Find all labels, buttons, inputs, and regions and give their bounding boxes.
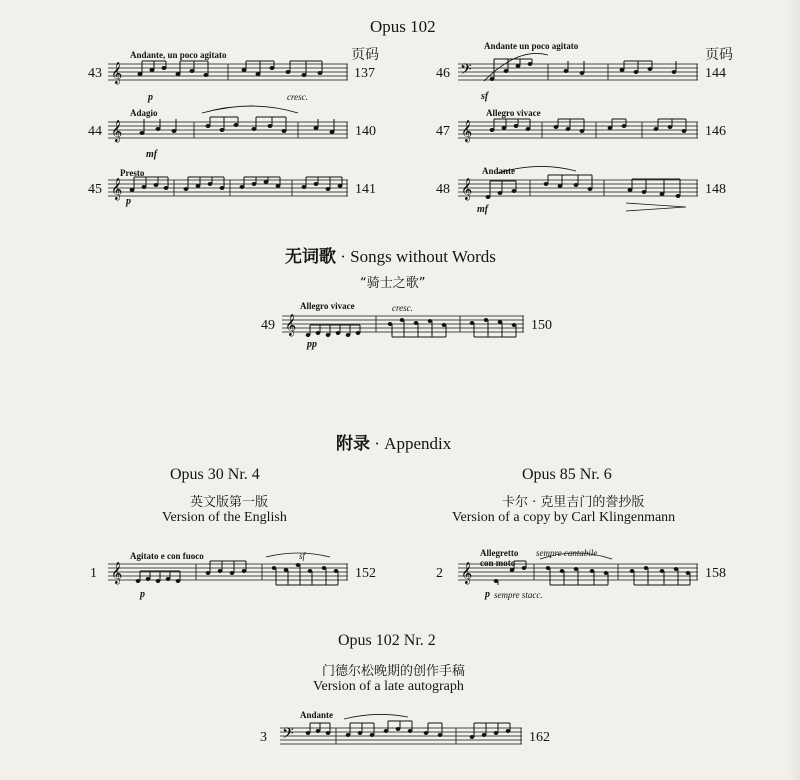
music-incipit <box>108 120 348 142</box>
expression-top: sempre cantabile <box>536 548 598 558</box>
entry-number: 2 <box>436 566 443 581</box>
version-title-en: Version of the English <box>162 510 287 525</box>
page-number: 146 <box>705 124 726 139</box>
music-incipit <box>280 727 522 745</box>
dynamic-marking: mf <box>477 204 489 215</box>
opus-heading: Opus 85 Nr. 6 <box>522 466 612 483</box>
dynamic-marking: p <box>148 92 153 103</box>
staff-svg <box>108 562 348 584</box>
appendix-title-en: Appendix <box>384 434 452 453</box>
opus-102-heading: Opus 102 <box>370 17 436 36</box>
staff-svg <box>108 120 348 142</box>
entry-number: 45 <box>88 182 102 197</box>
opus-heading: Opus 102 Nr. 2 <box>338 632 436 649</box>
page-number: 162 <box>529 730 550 745</box>
entry-number: 49 <box>261 318 275 333</box>
music-incipit <box>108 62 348 84</box>
svg-text:𝄞: 𝄞 <box>285 314 297 336</box>
tempo-marking-secondary: con moto <box>480 558 516 568</box>
dynamic-marking: p <box>126 196 131 207</box>
riders-song-subtitle: “骑士之歌” <box>360 276 426 291</box>
expression-marking: sf <box>299 551 306 561</box>
dynamic-marking: pp <box>307 339 317 350</box>
svg-text:𝄞: 𝄞 <box>111 178 123 200</box>
tempo-marking: Adagio <box>130 108 158 118</box>
page-number: 148 <box>705 182 726 197</box>
page-number: 152 <box>355 566 376 581</box>
entry-number: 46 <box>436 66 450 81</box>
music-incipit <box>458 178 698 200</box>
tempo-marking: Andante, un poco agitato <box>130 50 227 60</box>
entry-number: 1 <box>90 566 97 581</box>
appendix-title <box>336 429 451 454</box>
appendix-title-zh: 附录 <box>336 434 370 454</box>
appendix-separator: · <box>374 434 380 453</box>
section-separator: · <box>340 247 346 266</box>
paper-edge-shadow <box>788 0 800 780</box>
music-incipit <box>458 63 698 81</box>
version-title-zh: 门德尔松晚期的创作手稿 <box>322 664 466 679</box>
staff-svg <box>458 562 698 584</box>
staff-svg <box>280 727 522 745</box>
page-number: 158 <box>705 566 726 581</box>
expression-marking: cresc. <box>287 92 308 102</box>
version-title-en: Version of a copy by Carl Klingenmann <box>452 510 676 525</box>
dynamic-marking: mf <box>146 149 158 160</box>
music-incipit <box>108 562 348 584</box>
expression-marking: cresc. <box>392 303 413 313</box>
music-incipit <box>458 120 698 142</box>
dynamic-marking: p <box>485 589 490 600</box>
dynamic-marking: sf <box>481 91 489 102</box>
tempo-marking: Andante <box>300 710 334 720</box>
svg-text:𝄞: 𝄞 <box>111 62 123 84</box>
svg-text:𝄞: 𝄞 <box>461 120 473 142</box>
music-incipit <box>458 562 698 584</box>
page-number: 137 <box>354 66 375 81</box>
tempo-marking: Andante un poco agitato <box>484 41 579 51</box>
staff-svg <box>108 62 348 84</box>
staff-svg <box>458 178 698 200</box>
staff-svg <box>458 63 698 81</box>
tempo-marking: Andante <box>482 166 516 176</box>
expression-bottom: sempre stacc. <box>494 590 543 600</box>
tempo-marking: Allegretto <box>480 548 519 558</box>
tempo-marking: Allegro vivace <box>300 301 355 311</box>
svg-text:𝄢: 𝄢 <box>460 61 472 82</box>
music-incipit <box>282 314 524 336</box>
songs-without-words-title <box>285 242 496 267</box>
page-number: 141 <box>355 182 376 197</box>
version-title-zh: 英文版第一版 <box>190 495 269 510</box>
page-number: 144 <box>705 66 726 81</box>
left-page-column-header: 页码 <box>351 48 379 63</box>
svg-text:𝄢: 𝄢 <box>282 725 294 746</box>
entry-number: 44 <box>88 124 102 139</box>
entry-number: 43 <box>88 66 102 81</box>
section-title-zh: 无词歌 <box>285 247 336 267</box>
dynamic-marking: p <box>140 589 145 600</box>
entry-number: 3 <box>260 730 267 745</box>
staff-svg <box>108 178 348 200</box>
staff-svg <box>282 314 524 336</box>
music-incipit <box>108 178 348 200</box>
tempo-marking: Allegro vivace <box>486 108 541 118</box>
entry-number: 48 <box>436 182 450 197</box>
version-title-zh: 卡尔 · 克里吉门的誊抄版 <box>502 495 645 510</box>
right-page-column-header: 页码 <box>705 48 733 63</box>
version-title-en: Version of a late autograph <box>313 679 464 694</box>
section-title-en: Songs without Words <box>350 247 496 266</box>
svg-text:𝄞: 𝄞 <box>111 120 123 142</box>
svg-text:𝄞: 𝄞 <box>461 562 473 584</box>
tempo-marking: Agitato e con fuoco <box>130 551 204 561</box>
entry-number: 47 <box>436 124 450 139</box>
page-number: 140 <box>355 124 376 139</box>
staff-svg <box>458 120 698 142</box>
opus-heading: Opus 30 Nr. 4 <box>170 466 260 483</box>
svg-text:𝄞: 𝄞 <box>111 562 123 584</box>
svg-text:𝄞: 𝄞 <box>461 178 473 200</box>
tempo-marking: Presto <box>120 168 145 178</box>
page-number: 150 <box>531 318 552 333</box>
